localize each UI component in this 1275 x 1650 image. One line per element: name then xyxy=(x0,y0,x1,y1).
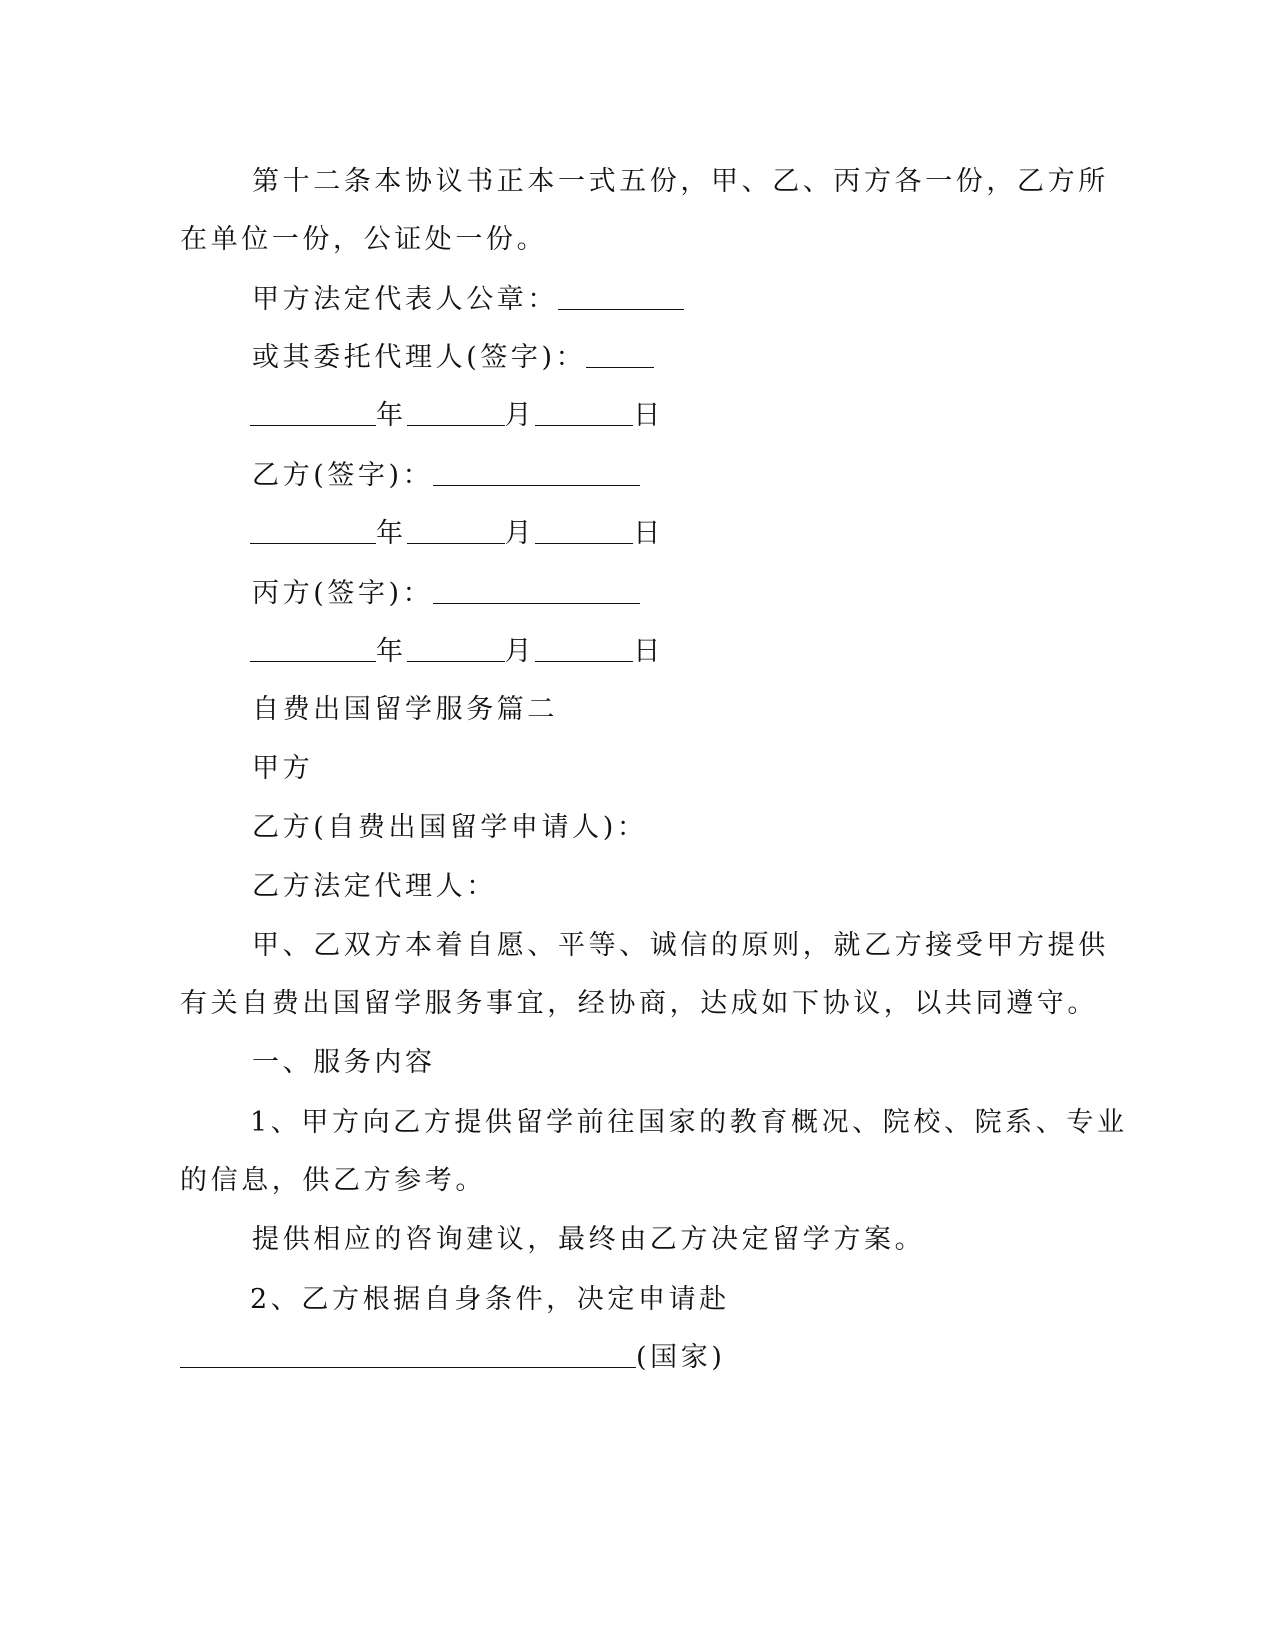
month-label: 月 xyxy=(504,400,536,431)
year-blank xyxy=(250,399,376,426)
service-heading: 一、服务内容 xyxy=(252,1047,436,1078)
intro-line-1: 甲、乙双方本着自愿、平等、诚信的原则，就乙方接受甲方提供 xyxy=(252,930,1109,961)
item1-line-1: 1、甲方向乙方提供留学前往国家的教育概况、院校、院系、专业 xyxy=(250,1107,1128,1138)
country-blank xyxy=(180,1341,636,1368)
country-row xyxy=(180,1340,725,1376)
party-b-sign-row xyxy=(252,458,640,494)
party-a-seal-row xyxy=(252,282,684,318)
item1-line-2: 的信息，供乙方参考。 xyxy=(180,1165,486,1196)
date-row-c xyxy=(250,634,664,670)
intro-line-2: 有关自费出国留学服务事宜，经协商，达成如下协议，以共同遵守。 xyxy=(180,988,1098,1019)
date-row-a xyxy=(250,398,664,434)
section-title: 自费出国留学服务篇二 xyxy=(252,694,558,725)
party-b-agent-line: 乙方法定代理人： xyxy=(252,871,497,902)
country-label: (国家) xyxy=(636,1342,726,1373)
year-blank xyxy=(250,517,376,544)
party-c-sign-row xyxy=(252,576,640,612)
month-blank xyxy=(407,399,505,426)
day-label: 日 xyxy=(633,636,664,667)
party-c-sign-blank xyxy=(433,577,640,604)
month-blank xyxy=(407,635,505,662)
day-label: 日 xyxy=(633,518,664,549)
year-label: 年 xyxy=(376,400,407,431)
party-a-line: 甲方 xyxy=(252,753,314,784)
clause12-line-1: 第十二条本协议书正本一式五份，甲、乙、丙方各一份，乙方所 xyxy=(252,166,1109,197)
year-blank xyxy=(250,635,376,662)
day-blank xyxy=(535,635,633,662)
clause12-line-2: 在单位一份，公证处一份。 xyxy=(180,224,548,255)
party-b-sign-label: 乙方(签字)： xyxy=(252,460,434,491)
year-label: 年 xyxy=(376,636,407,667)
party-a-agent-row xyxy=(252,340,654,376)
item2-line-1: 2、乙方根据自身条件，决定申请赴 xyxy=(250,1284,730,1315)
month-label: 月 xyxy=(504,518,536,549)
party-b-applicant-line: 乙方(自费出国留学申请人)： xyxy=(252,812,648,843)
date-row-b xyxy=(250,516,664,552)
day-label: 日 xyxy=(633,400,664,431)
day-blank xyxy=(535,517,633,544)
party-b-sign-blank xyxy=(433,459,640,486)
party-a-seal-blank xyxy=(558,283,684,310)
month-blank xyxy=(407,517,505,544)
party-a-seal-label: 甲方法定代表人公章： xyxy=(252,284,558,315)
year-label: 年 xyxy=(376,518,407,549)
day-blank xyxy=(535,399,633,426)
party-c-sign-label: 丙方(签字)： xyxy=(252,578,434,609)
advice-line: 提供相应的咨询建议，最终由乙方决定留学方案。 xyxy=(252,1224,926,1255)
party-a-agent-label: 或其委托代理人(签字)： xyxy=(252,342,587,373)
party-a-agent-blank xyxy=(586,341,654,368)
month-label: 月 xyxy=(504,636,536,667)
